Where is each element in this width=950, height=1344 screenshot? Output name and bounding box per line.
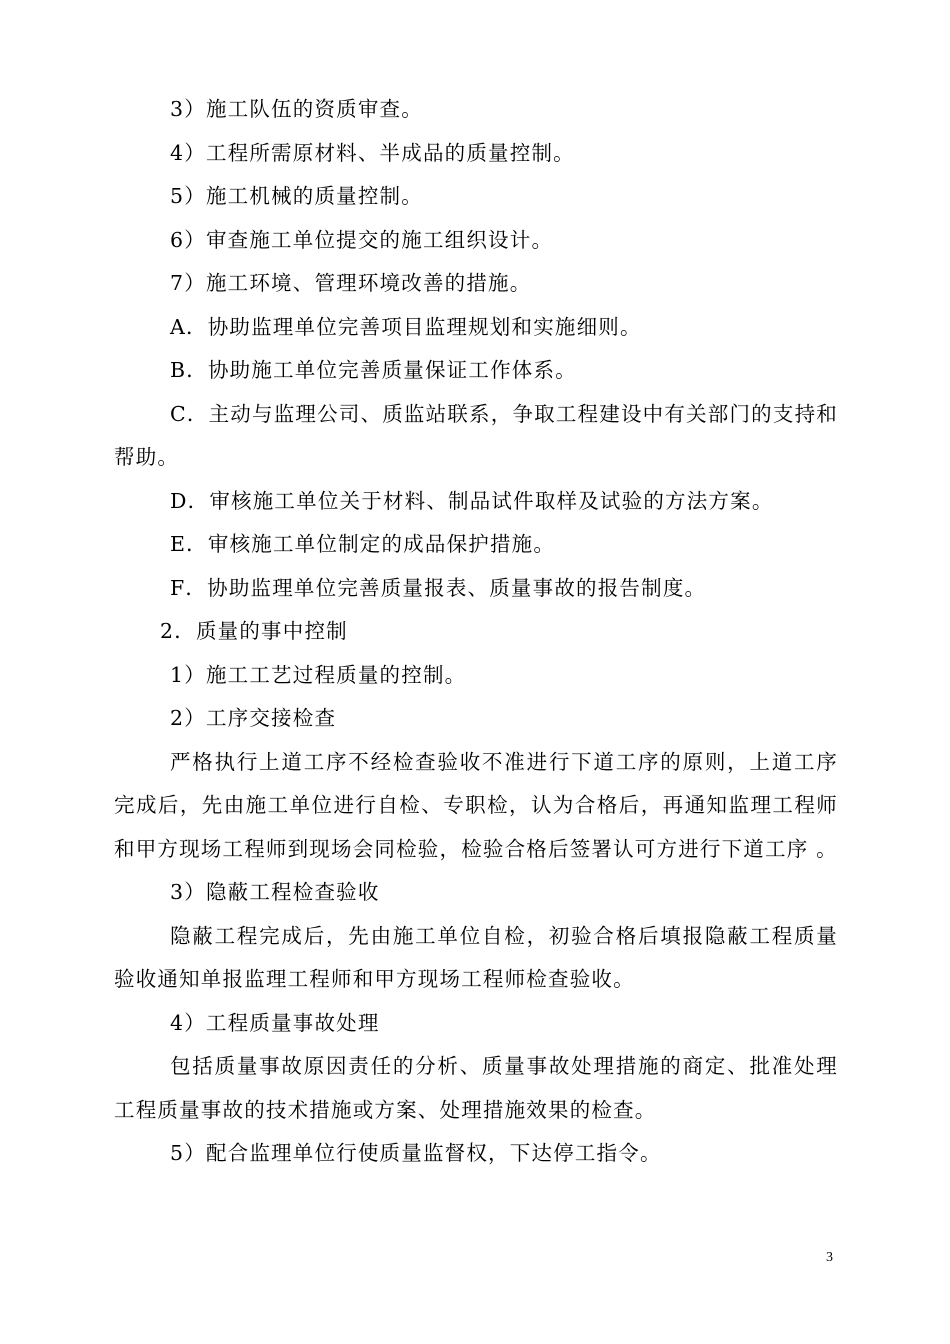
paragraph: B．协助施工单位完善质量保证工作体系。 [170, 358, 577, 382]
paragraph: 隐蔽工程完成后，先由施工单位自检，初验合格后填报隐蔽工程质量验收通知单报监理工程师和甲方现场工程师检查验收。 [114, 923, 838, 991]
paragraph: 包括质量事故原因责任的分析、质量事故处理措施的商定、批准处理工程质量事故的技术措施或方案、处理措施效果的检查。 [114, 1054, 838, 1122]
paragraph: C．主动与监理公司、质监站联系，争取工程建设中有关部门的支持和帮助。 [114, 401, 838, 469]
page-number: 3 [826, 1250, 833, 1265]
paragraph: E．审核施工单位制定的成品保护措施。 [170, 532, 556, 556]
paragraph: F．协助监理单位完善质量报表、质量事故的报告制度。 [170, 575, 707, 600]
paragraph: 4）工程质量事故处理 [170, 1010, 380, 1035]
paragraph: 6）审查施工单位提交的施工组织设计。 [170, 227, 554, 252]
paragraph: 7）施工环境、管理环境改善的措施。 [170, 271, 532, 295]
section-heading: 2．质量的事中控制 [160, 619, 348, 643]
paragraph: 3）隐蔽工程检查验收 [170, 880, 380, 904]
paragraph: 3）施工队伍的资质审查。 [170, 97, 423, 121]
document-body [114, 88, 838, 1176]
paragraph: 4）工程所需原材料、半成品的质量控制。 [170, 140, 575, 165]
paragraph: A．协助监理单位完善项目监理规划和实施细则。 [170, 314, 642, 339]
paragraph: 5）配合监理单位行使质量监督权，下达停工指令。 [170, 1141, 662, 1165]
paragraph: 2）工序交接检查 [170, 706, 337, 730]
paragraph: D．审核施工单位关于材料、制品试件取样及试验的方法方案。 [170, 488, 774, 513]
paragraph: 5）施工机械的质量控制。 [170, 184, 423, 208]
paragraph: 1）施工工艺过程质量的控制。 [170, 662, 467, 687]
paragraph: 严格执行上道工序不经检查验收不准进行下道工序的原则，上道工序完成后，先由施工单位进行自检、专职检，认为合格后，再通知监理工程师和甲方现场工程师到现场会同检验，检验合格后签署认可方进行下道工序 。 [114, 749, 838, 861]
